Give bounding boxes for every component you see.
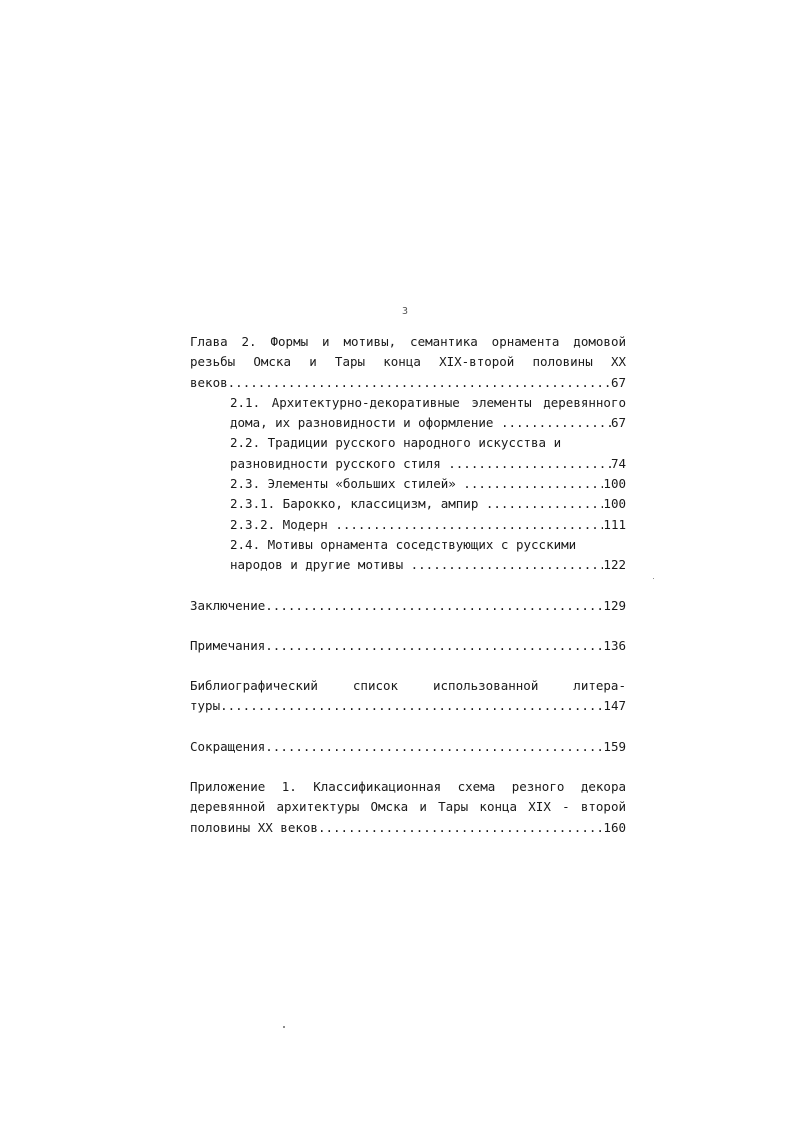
toc-bibliography-line-2	[190, 696, 626, 716]
toc-2-3-2-line-1	[230, 515, 626, 535]
toc-bibliography-title-end: туры	[190, 698, 221, 714]
scan-speck	[283, 1026, 285, 1028]
toc-2-4-title-end: народов и другие мотивы	[230, 557, 411, 573]
toc-entry-bibliography	[190, 676, 626, 717]
toc-entry-appendix-1	[190, 777, 626, 838]
dot-leader	[318, 818, 603, 838]
toc-bibliography-line-1: Библиографический список использованной литера-	[190, 678, 626, 694]
toc-notes-line-1	[190, 636, 626, 656]
dot-leader	[265, 596, 603, 616]
toc-entry-notes	[190, 636, 626, 656]
toc-chapter-2-line-3	[190, 373, 626, 393]
toc-2-3-page: 100	[603, 476, 626, 492]
toc-2-1-title-end: дома, их разновидности и оформление	[230, 415, 501, 431]
dot-leader	[463, 474, 603, 494]
toc-2-2-page: 74	[610, 455, 626, 471]
toc-2-3-line-1	[230, 474, 626, 494]
toc-2-3-2-page: 111	[603, 516, 626, 532]
toc-2-4-line-1: 2.4. Мотивы орнамента соседствующих с русскими	[230, 536, 577, 552]
dot-leader	[501, 413, 611, 433]
toc-abbreviations-title: Сокращения	[190, 738, 266, 754]
toc-entry-conclusion	[190, 596, 626, 616]
toc-chapter-2-line-1: Глава 2. Формы и мотивы, семантика орнамента домовой	[190, 334, 626, 349]
page-number: 3	[401, 306, 409, 317]
dot-leader	[228, 373, 611, 393]
toc-abbreviations-line-1	[190, 737, 626, 757]
toc-chapter-2-page: 67	[610, 374, 626, 390]
toc-conclusion-title: Заключение	[190, 597, 266, 613]
toc-2-4-page: 122	[603, 557, 626, 573]
toc-appendix-1-line-3	[190, 818, 626, 838]
toc-chapter-2-line-2: резьбы Омска и Тары конца XIX-второй половины XX	[190, 354, 626, 370]
dot-leader	[220, 696, 603, 716]
toc-bibliography-page: 147	[603, 698, 626, 714]
table-of-contents	[190, 332, 626, 838]
toc-2-1-line-1: 2.1. Архитектурно-декоративные элементы деревянного	[230, 394, 626, 410]
dot-leader	[411, 555, 604, 575]
dot-leader	[265, 737, 603, 757]
toc-appendix-1-line-2: деревянной архитектуры Омска и Тары конца XIX - второй	[190, 799, 626, 815]
toc-2-3-1-page: 100	[603, 496, 626, 512]
toc-2-3-1-title: 2.3.1. Барокко, классицизм, ампир	[230, 496, 486, 512]
toc-appendix-1-title-end: половины XX веков	[190, 819, 318, 835]
toc-entry-abbreviations	[190, 737, 626, 757]
toc-entry-2-4	[230, 535, 626, 576]
toc-2-1-page: 67	[610, 415, 626, 431]
dot-leader	[335, 515, 603, 535]
toc-conclusion-line-1	[190, 596, 626, 616]
toc-entry-2-1	[230, 393, 626, 434]
toc-appendix-1-page: 160	[603, 819, 626, 835]
toc-entry-2-3-2	[230, 515, 626, 535]
toc-conclusion-page: 129	[603, 597, 626, 613]
toc-2-2-line-2	[230, 454, 626, 474]
dot-leader	[486, 494, 604, 514]
scan-speck	[653, 578, 654, 579]
toc-2-4-line-2	[230, 555, 626, 575]
toc-2-2-line-1: 2.2. Традиции русского народного искусства и	[230, 435, 562, 451]
toc-2-2-title-end: разновидности русского стиля	[230, 455, 449, 471]
toc-notes-page: 136	[603, 637, 626, 653]
toc-chapter-2-title-end: веков	[190, 374, 228, 390]
toc-entry-2-2	[230, 433, 626, 474]
dot-leader	[448, 454, 611, 474]
toc-2-3-2-title: 2.3.2. Модерн	[230, 516, 336, 532]
toc-entry-2-3-1	[230, 494, 626, 514]
toc-notes-title: Примечания	[190, 637, 266, 653]
dot-leader	[265, 636, 603, 656]
toc-2-1-line-2	[230, 413, 626, 433]
toc-2-3-title: 2.3. Элементы «больших стилей»	[230, 476, 464, 492]
toc-entry-2-3	[230, 474, 626, 494]
toc-2-3-1-line-1	[230, 494, 626, 514]
toc-abbreviations-page: 159	[603, 738, 626, 754]
toc-appendix-1-line-1: Приложение 1. Классификационная схема резного декора	[190, 779, 626, 795]
toc-entry-chapter-2	[190, 332, 626, 393]
